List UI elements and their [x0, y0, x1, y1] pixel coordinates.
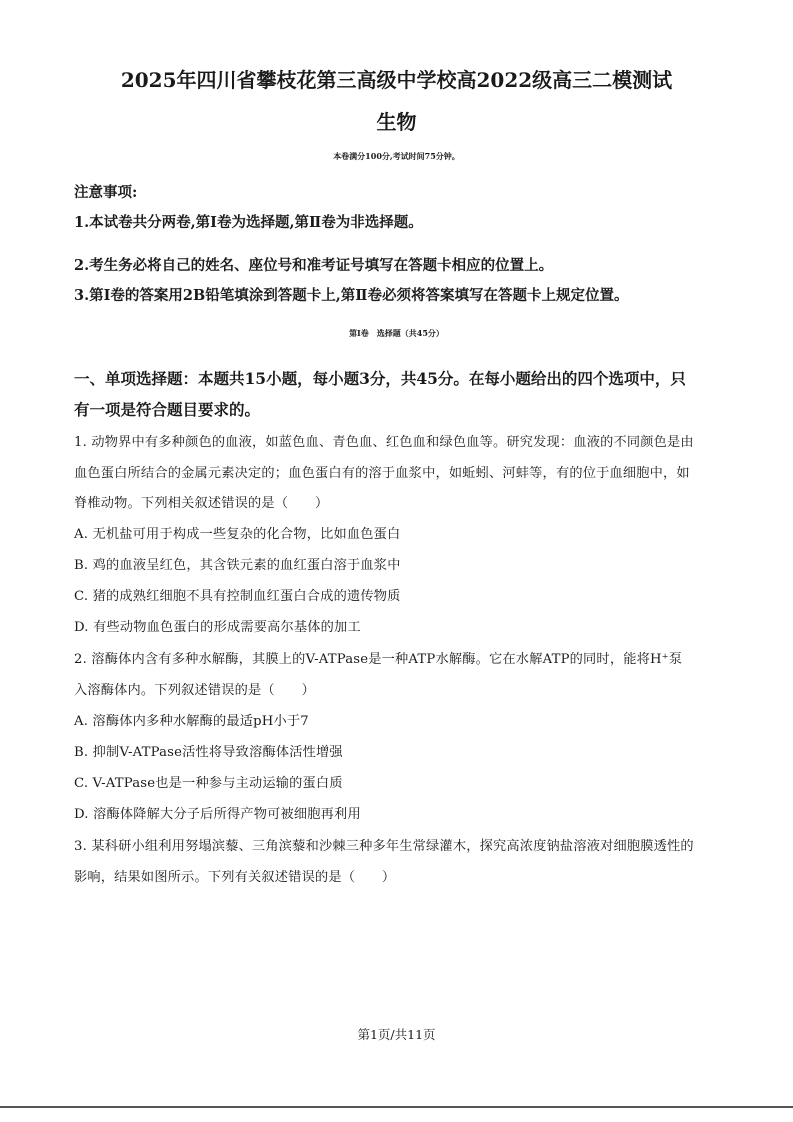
question-2-option-c: C. V-ATPase也是一种参与主动运输的蛋白质 — [74, 776, 343, 791]
subject-title: 生物 — [376, 110, 417, 134]
bottom-divider — [0, 1106, 793, 1108]
exam-title: 2025年四川省攀枝花第三高级中学校高2022级高三二模测试 — [120, 68, 673, 92]
question-2-option-a: A. 溶酶体内多种水解酶的最适pH小于7 — [74, 714, 309, 729]
page-number: 第1页/共11页 — [357, 1027, 436, 1042]
note-item-2: 2.考生务必将自己的姓名、座位号和准考证号填写在答题卡相应的位置上。 — [74, 257, 554, 274]
question-3-line-2: 影响，结果如图所示。下列有关叙述错误的是（ ） — [74, 870, 396, 885]
question-2-line-2: 入溶酶体内。下列叙述错误的是（ ） — [74, 683, 315, 698]
question-1-line-3: 脊椎动物。下列相关叙述错误的是（ ） — [74, 496, 329, 511]
question-2-option-b: B. 抑制V-ATPase活性将导致溶酶体活性增强 — [74, 745, 343, 760]
section-title: 第Ⅰ卷 选择题（共45分） — [349, 328, 444, 338]
question-2-option-d: D. 溶酶体降解大分子后所得产物可被细胞再利用 — [74, 807, 361, 822]
question-1-line-2: 血色蛋白所结合的金属元素决定的；血色蛋白有的溶于血浆中，如蚯蚓、河蚌等，有的位于血细胞中，如 — [74, 466, 690, 481]
note-item-1: 1.本试卷共分两卷,第Ⅰ卷为选择题,第Ⅱ卷为非选择题。 — [74, 214, 423, 231]
question-2-line-1: 2. 溶酶体内含有多种水解酶，其膜上的V-ATPase是一种ATP水解酶。它在水解ATP的同时，能将H⁺泵 — [74, 652, 683, 667]
question-1-option-a: A. 无机盐可用于构成一些复杂的化合物，比如血色蛋白 — [74, 527, 401, 542]
question-1-line-1: 1. 动物界中有多种颜色的血液，如蓝色血、青色血、红色血和绿色血等。研究发现：血液的不同颜色是由 — [74, 435, 694, 450]
exam-info: 本卷满分100分,考试时间75分钟。 — [333, 151, 460, 161]
question-1-option-d: D. 有些动物血色蛋白的形成需要高尔基体的加工 — [74, 620, 361, 635]
question-1-option-c: C. 猪的成熟红细胞不具有控制血红蛋白合成的遗传物质 — [74, 589, 401, 604]
notes-heading: 注意事项: — [74, 184, 138, 201]
question-1-option-b: B. 鸡的血液呈红色，其含铁元素的血红蛋白溶于血浆中 — [74, 558, 401, 573]
section-instruction-line-1: 一、单项选择题：本题共15小题，每小题3分，共45分。在每小题给出的四个选项中，只 — [74, 369, 686, 388]
question-3-line-1: 3. 某科研小组利用努塌滨藜、三角滨藜和沙棘三种多年生常绿灌木，探究高浓度钠盐溶液对细胞膜透性的 — [74, 839, 694, 854]
section-instruction-line-2: 有一项是符合题目要求的。 — [74, 400, 261, 419]
note-item-3: 3.第Ⅰ卷的答案用2B铅笔填涂到答题卡上,第Ⅱ卷必须将答案填写在答题卡上规定位置。 — [74, 287, 629, 304]
